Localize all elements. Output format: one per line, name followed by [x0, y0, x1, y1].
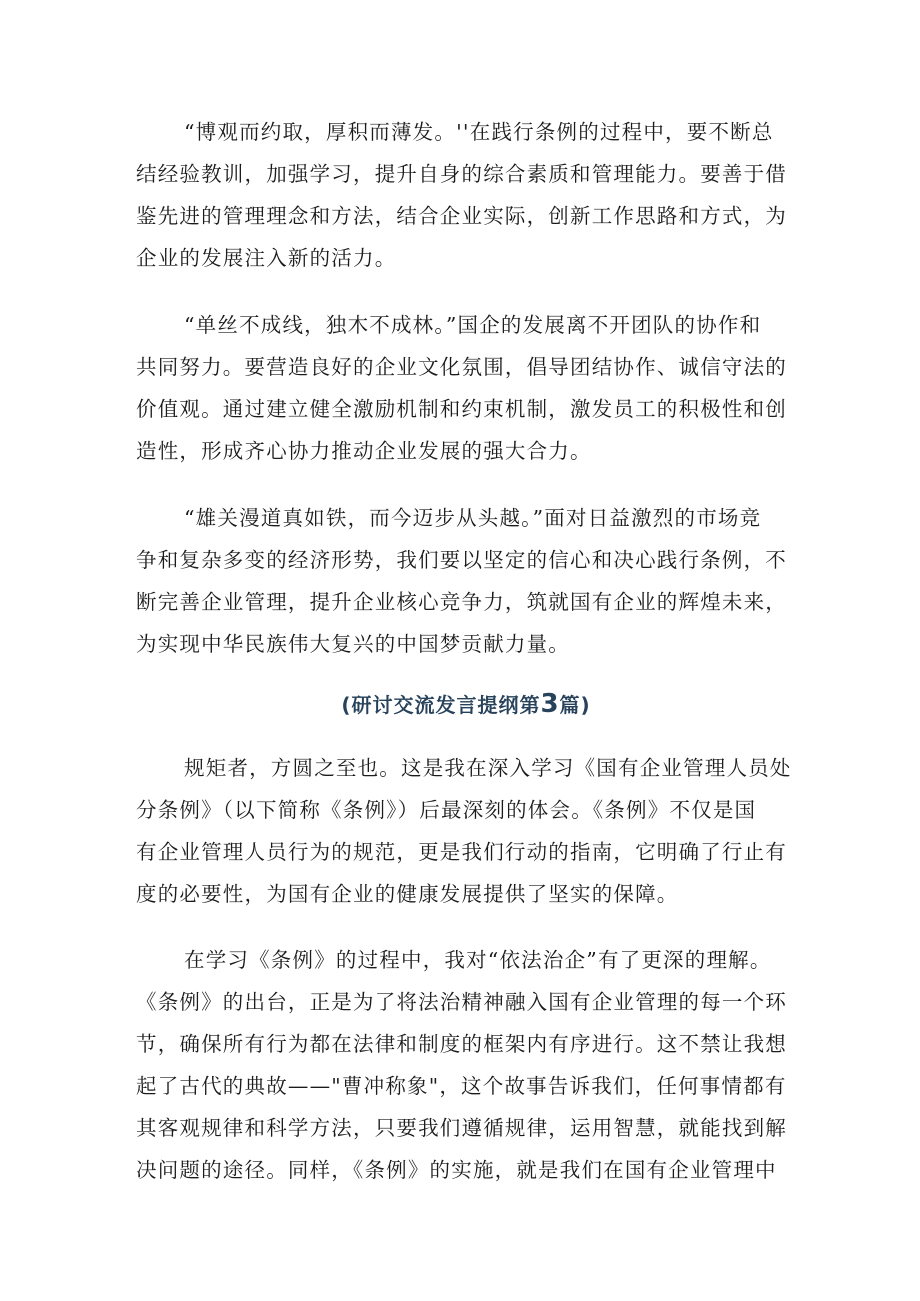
text-line: 规矩者，方圆之至也。这是我在深入学习《国有企业管理人员处 — [184, 756, 792, 780]
paragraph-1 — [136, 111, 796, 279]
section-heading — [136, 683, 796, 725]
heading-number: 3 — [540, 689, 560, 719]
text-line: 鉴先进的管理理念和方法，结合企业实际，创新工作思路和方式，为 — [136, 204, 787, 228]
text-line: “雄关漫道真如铁，而今迈步从头越。”面对日益激烈的市场竞 — [184, 506, 762, 530]
paragraph-3 — [136, 497, 796, 665]
text-line: 企业的发展注入新的活力。 — [136, 246, 397, 270]
text-line: 为实现中华民族伟大复兴的中国梦贡献力量。 — [136, 632, 570, 656]
text-line: 《条例》的出台，正是为了将法治精神融入国有企业管理的每一个环 — [136, 990, 787, 1014]
text-line: 价值观。通过建立健全激励机制和约束机制，激发员工的积极性和创 — [136, 397, 787, 421]
heading-prefix: (研讨交流发言提纲第 — [341, 693, 541, 717]
paragraph-5 — [136, 939, 796, 1191]
text-line: 造性，形成齐心协力推动企业发展的强大合力。 — [136, 439, 592, 463]
text-line: 度的必要性，为国有企业的健康发展提供了坚实的保障。 — [136, 882, 679, 906]
text-line: 决问题的途径。同样，《条例》的实施，就是我们在国有企业管理中 — [136, 1158, 777, 1182]
text-line: 分条例》（以下简称《条例》）后最深刻的体会。《条例》不仅是国 — [136, 798, 757, 822]
paragraph-2 — [136, 304, 796, 472]
text-line: 起了古代的典故——"曹冲称象"，这个故事告诉我们，任何事情都有 — [136, 1074, 787, 1098]
text-line: 争和复杂多变的经济形势，我们要以坚定的信心和决心践行条例，不 — [136, 548, 787, 572]
text-line: “博观而约取，厚积而薄发。''在践行条例的过程中，要不断总 — [184, 120, 774, 144]
text-line: “单丝不成线，独木不成林。”国企的发展离不开团队的协作和 — [184, 313, 762, 337]
text-line: 在学习《条例》的过程中，我对“依法治企”有了更深的理解。 — [184, 948, 772, 972]
text-line: 有企业管理人员行为的规范，更是我们行动的指南，它明确了行止有 — [136, 840, 787, 864]
text-line: 断完善企业管理，提升企业核心竞争力，筑就国有企业的辉煌未来， — [136, 590, 787, 614]
text-line: 其客观规律和科学方法，只要我们遵循规律，运用智慧，就能找到解 — [136, 1116, 787, 1140]
text-line: 共同努力。要营造良好的企业文化氛围，倡导团结协作、诚信守法的 — [136, 355, 787, 379]
text-line: 结经验教训，加强学习，提升自身的综合素质和管理能力。要善于借 — [136, 162, 787, 186]
heading-suffix: 篇) — [559, 693, 591, 717]
paragraph-4 — [136, 747, 796, 915]
text-line: 节，确保所有行为都在法律和制度的框架内有序进行。这不禁让我想 — [136, 1032, 787, 1056]
